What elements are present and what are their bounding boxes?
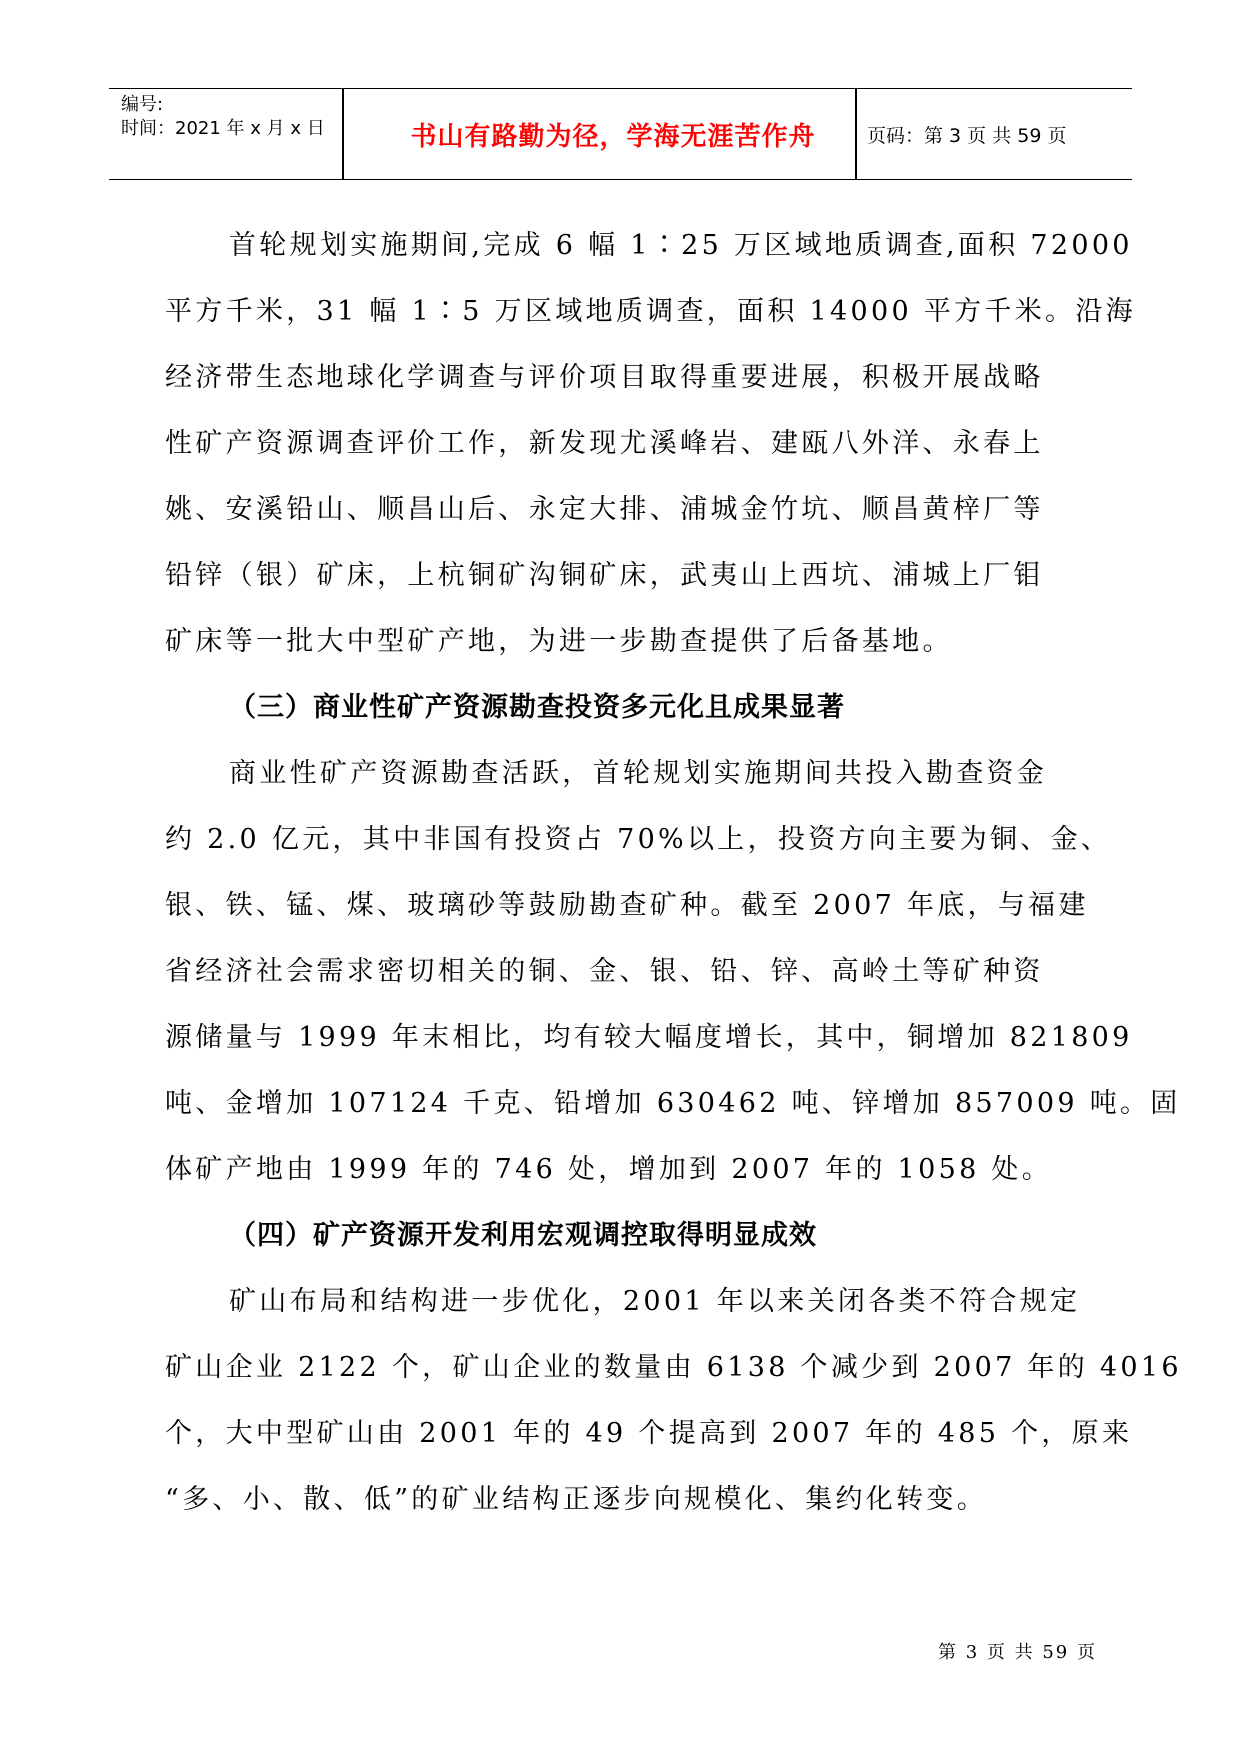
page-header xyxy=(109,88,1132,180)
section-heading: （四）矿产资源开发利用宏观调控取得明显成效 xyxy=(229,1220,817,1251)
paragraph-line: 银、铁、锰、煤、玻璃砂等鼓励勘查矿种。截至 2007 年底，与福建 xyxy=(165,890,1089,921)
header-divider-right xyxy=(855,89,857,179)
paragraph-line: 平方千米，31 幅 1∶5 万区域地质调查，面积 14000 平方千米。沿海 xyxy=(165,296,1136,327)
paragraph-line: 矿山布局和结构进一步优化，2001 年以来关闭各类不符合规定 xyxy=(229,1286,1081,1317)
header-meta xyxy=(121,93,325,141)
paragraph-line: 个，大中型矿山由 2001 年的 49 个提高到 2007 年的 485 个，原来 xyxy=(165,1418,1133,1449)
paragraph-line: “多、小、散、低”的矿业结构正逐步向规模化、集约化转变。 xyxy=(165,1484,988,1515)
section-heading: （三）商业性矿产资源勘查投资多元化且成果显著 xyxy=(229,692,845,723)
paragraph-line: 性矿产资源调查评价工作，新发现尤溪峰岩、建瓯八外洋、永春上 xyxy=(165,428,1044,459)
header-page-info: 页码：第 3 页 共 59 页 xyxy=(867,124,1067,147)
paragraph-line: 体矿产地由 1999 年的 746 处，增加到 2007 年的 1058 处。 xyxy=(165,1154,1053,1185)
page-footer-number: 第 3 页 共 59 页 xyxy=(938,1642,1097,1663)
paragraph-line: 首轮规划实施期间,完成 6 幅 1∶25 万区域地质调查,面积 72000 xyxy=(229,230,1133,261)
header-motto: 书山有路勤为径，学海无涯苦作舟 xyxy=(410,121,816,152)
document-number-label: 编号: xyxy=(121,94,164,115)
paragraph-line: 约 2.0 亿元，其中非国有投资占 70%以上，投资方向主要为铜、金、 xyxy=(165,824,1112,855)
paragraph-line: 源储量与 1999 年末相比，均有较大幅度增长，其中，铜增加 821809 xyxy=(165,1022,1133,1053)
paragraph-line: 铅锌（银）矿床，上杭铜矿沟铜矿床，武夷山上西坑、浦城上厂钼 xyxy=(165,560,1044,591)
paragraph-line: 商业性矿产资源勘查活跃，首轮规划实施期间共投入勘查资金 xyxy=(229,758,1048,789)
paragraph-line: 矿山企业 2122 个，矿山企业的数量由 6138 个减少到 2007 年的 4016 xyxy=(165,1352,1182,1383)
paragraph-line: 吨、金增加 107124 千克、铅增加 630462 吨、锌增加 857009 吨。固 xyxy=(165,1088,1181,1119)
paragraph-line: 姚、安溪铅山、顺昌山后、永定大排、浦城金竹坑、顺昌黄梓厂等 xyxy=(165,494,1044,525)
paragraph-line: 省经济社会需求密切相关的铜、金、银、铅、锌、高岭土等矿种资 xyxy=(165,956,1044,987)
document-date-label: 时间：2021 年 x 月 x 日 xyxy=(121,118,325,139)
document-body xyxy=(165,213,1182,1533)
header-divider-left xyxy=(342,89,344,179)
paragraph-line: 矿床等一批大中型矿产地，为进一步勘查提供了后备基地。 xyxy=(165,626,953,657)
paragraph-line: 经济带生态地球化学调查与评价项目取得重要进展，积极开展战略 xyxy=(165,362,1044,393)
